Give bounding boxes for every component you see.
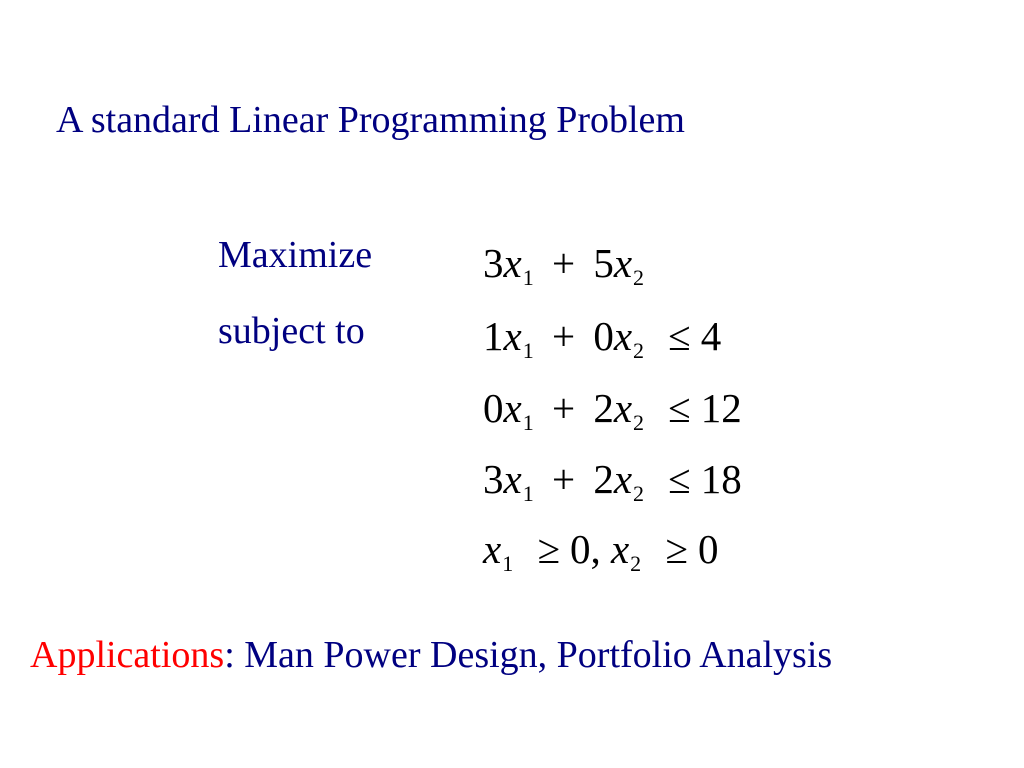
subject-to-label: subject to — [218, 310, 365, 352]
plus-operator: + — [551, 240, 576, 286]
subscript: 2 — [633, 265, 645, 290]
applications-separator: : — [224, 634, 235, 676]
rhs: 4 — [700, 313, 722, 359]
coef: 0 — [483, 385, 504, 431]
constraint-3 — [483, 455, 742, 507]
maximize-label: Maximize — [218, 234, 373, 276]
less-equal-operator: ≤ — [668, 313, 691, 359]
subscript: 2 — [633, 410, 645, 435]
less-equal-operator: ≤ — [668, 385, 691, 431]
variable: x — [503, 456, 522, 502]
coef: 1 — [483, 313, 504, 359]
plus-operator: + — [551, 456, 576, 502]
subscript: 1 — [522, 410, 534, 435]
subscript: 2 — [633, 481, 645, 506]
subscript: 1 — [522, 338, 534, 363]
applications-label: Applications — [30, 634, 225, 676]
variable: x — [503, 385, 522, 431]
variable: x — [613, 313, 633, 359]
variable: x — [503, 313, 522, 359]
plus-operator: + — [551, 313, 576, 359]
variable: x — [610, 526, 630, 572]
constraint-1 — [483, 312, 721, 364]
subscript: 1 — [522, 481, 534, 506]
nonnegativity-constraint — [483, 525, 718, 577]
greater-equal-operator: ≥ — [665, 526, 688, 572]
applications-line — [30, 633, 832, 677]
variable: x — [483, 526, 502, 572]
applications-text: Man Power Design, Portfolio Analysis — [234, 634, 833, 676]
coef: 0 — [593, 313, 614, 359]
less-equal-operator: ≤ — [668, 456, 691, 502]
variable: x — [613, 456, 633, 502]
plus-operator: + — [551, 385, 576, 431]
objective-function — [483, 239, 644, 291]
coef: 2 — [593, 385, 614, 431]
rhs: 18 — [700, 456, 742, 502]
variable: x — [613, 385, 633, 431]
coef: 5 — [593, 240, 614, 286]
coef: 3 — [483, 456, 504, 502]
variable: x — [613, 240, 633, 286]
subscript: 1 — [502, 551, 514, 576]
rhs: 0 — [697, 526, 719, 572]
greater-equal-operator: ≥ — [537, 526, 560, 572]
subscript: 2 — [633, 338, 645, 363]
subscript: 2 — [630, 551, 642, 576]
variable: x — [503, 240, 522, 286]
constraint-2 — [483, 384, 742, 436]
rhs: 12 — [700, 385, 742, 431]
subscript: 1 — [522, 265, 534, 290]
slide-title: A standard Linear Programming Problem — [56, 99, 685, 141]
coef: 2 — [593, 456, 614, 502]
rhs: 0, — [569, 526, 601, 572]
coef: 3 — [483, 240, 504, 286]
